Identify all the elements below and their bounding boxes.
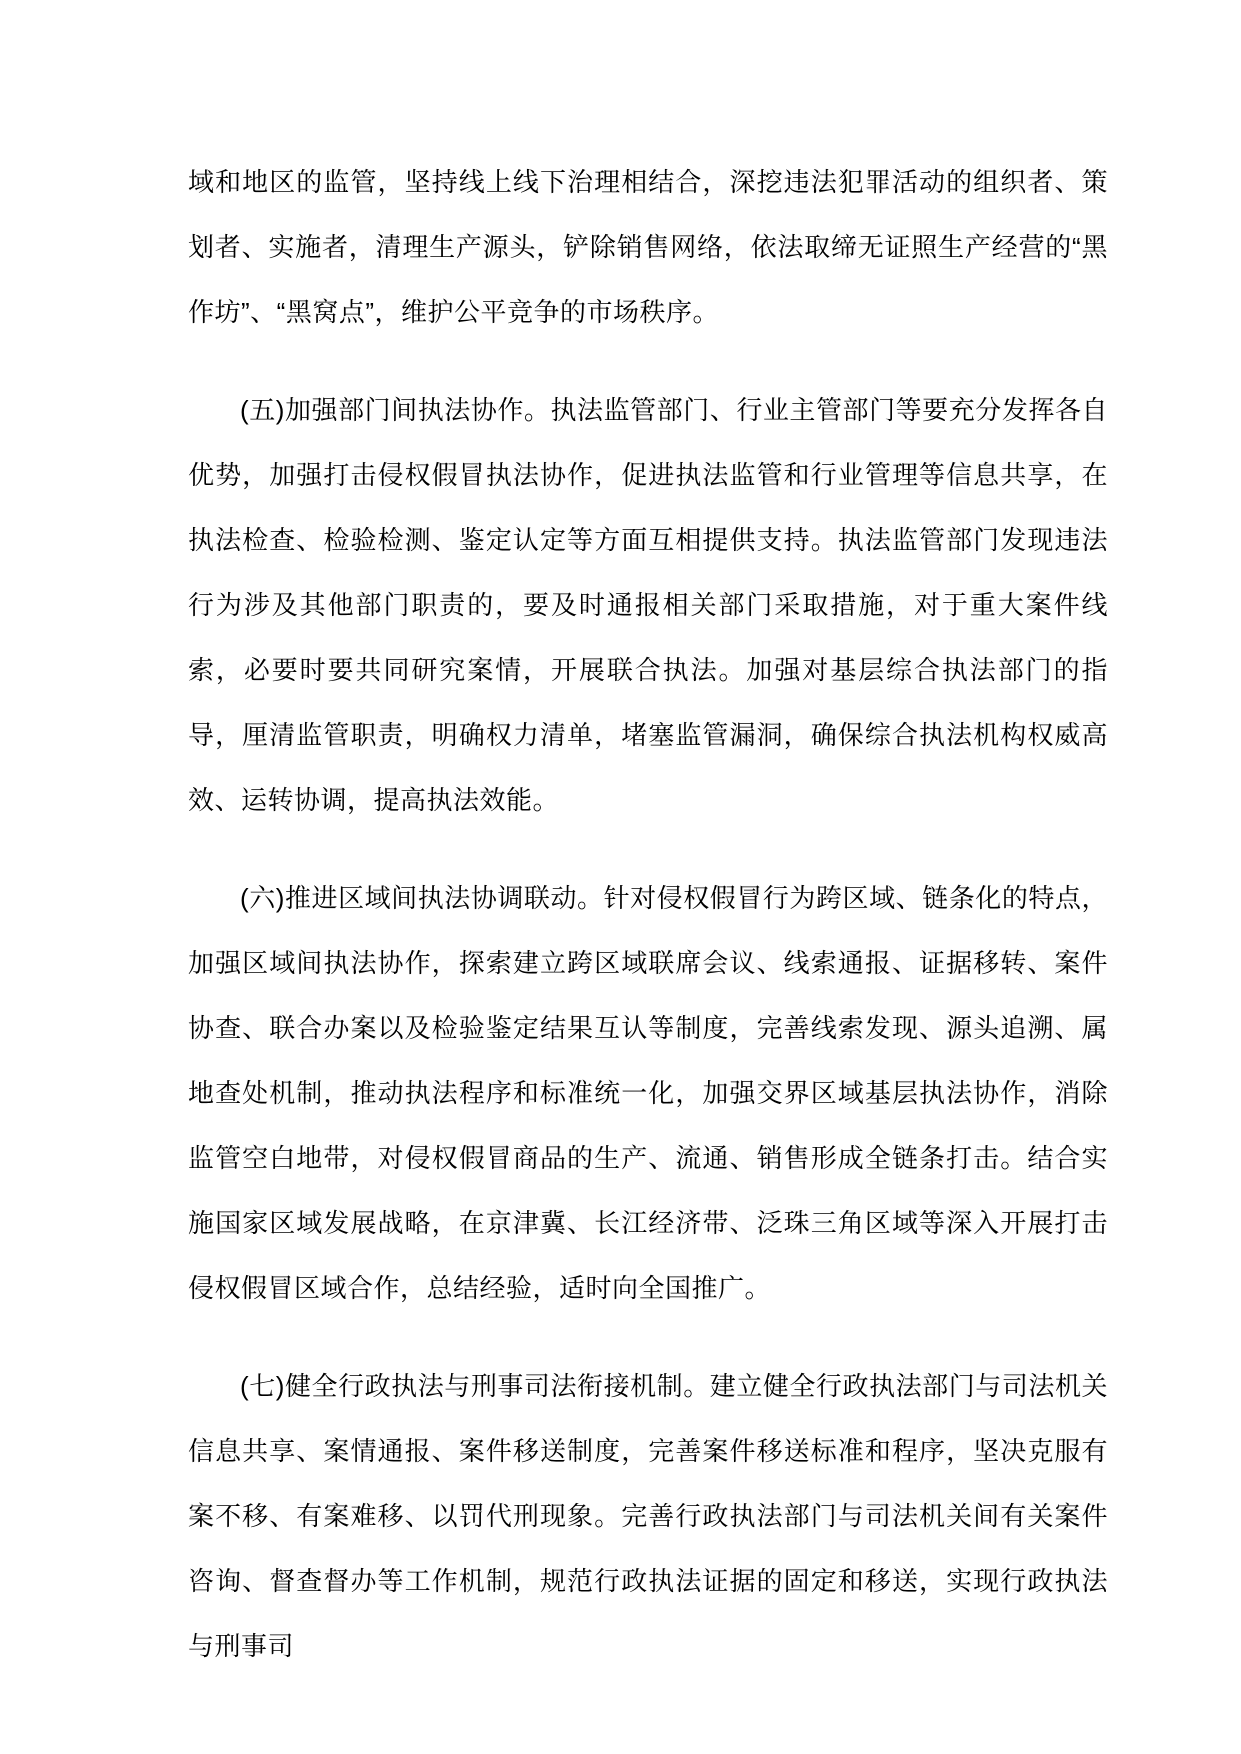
paragraph: (七)健全行政执法与刑事司法衔接机制。建立健全行政执法部门与司法机关信息共享、案情通报、案件移送制度，完善案件移送标准和程序，坚决克服有案不移、有案难移、以罚代刑现象。完善行政执法部门与司法机关间有关案件咨询、督查督办等工作机制，规范行政执法证据的固定和移送，实现行政执法与刑事司 [188, 1371, 1108, 1661]
document-body [188, 150, 1108, 1712]
paragraph: 域和地区的监管，坚持线上线下治理相结合，深挖违法犯罪活动的组织者、策划者、实施者，清理生产源头，铲除销售网络，依法取缔无证照生产经营的“黑作坊”、“黑窝点”，维护公平竞争的市场秩序。 [188, 167, 1108, 327]
paragraph: (六)推进区域间执法协调联动。针对侵权假冒行为跨区域、链条化的特点，加强区域间执法协作，探索建立跨区域联席会议、线索通报、证据移转、案件协查、联合办案以及检验鉴定结果互认等制度，完善线索发现、源头追溯、属地查处机制，推动执法程序和标准统一化，加强交界区域基层执法协作，消除监管空白地带，对侵权假冒商品的生产、流通、销售形成全链条打击。结合实施国家区域发展战略，在京津冀、长江经济带、泛珠三角区域等深入开展打击侵权假冒区域合作，总结经验，适时向全国推广。 [188, 883, 1108, 1303]
paragraph: (五)加强部门间执法协作。执法监管部门、行业主管部门等要充分发挥各自优势，加强打击侵权假冒执法协作，促进执法监管和行业管理等信息共享，在执法检查、检验检测、鉴定认定等方面互相提供支持。执法监管部门发现违法行为涉及其他部门职责的，要及时通报相关部门采取措施，对于重大案件线索，必要时要共同研究案情，开展联合执法。加强对基层综合执法部门的指导，厘清监管职责，明确权力清单，堵塞监管漏洞，确保综合执法机构权威高效、运转协调，提高执法效能。 [188, 395, 1108, 815]
